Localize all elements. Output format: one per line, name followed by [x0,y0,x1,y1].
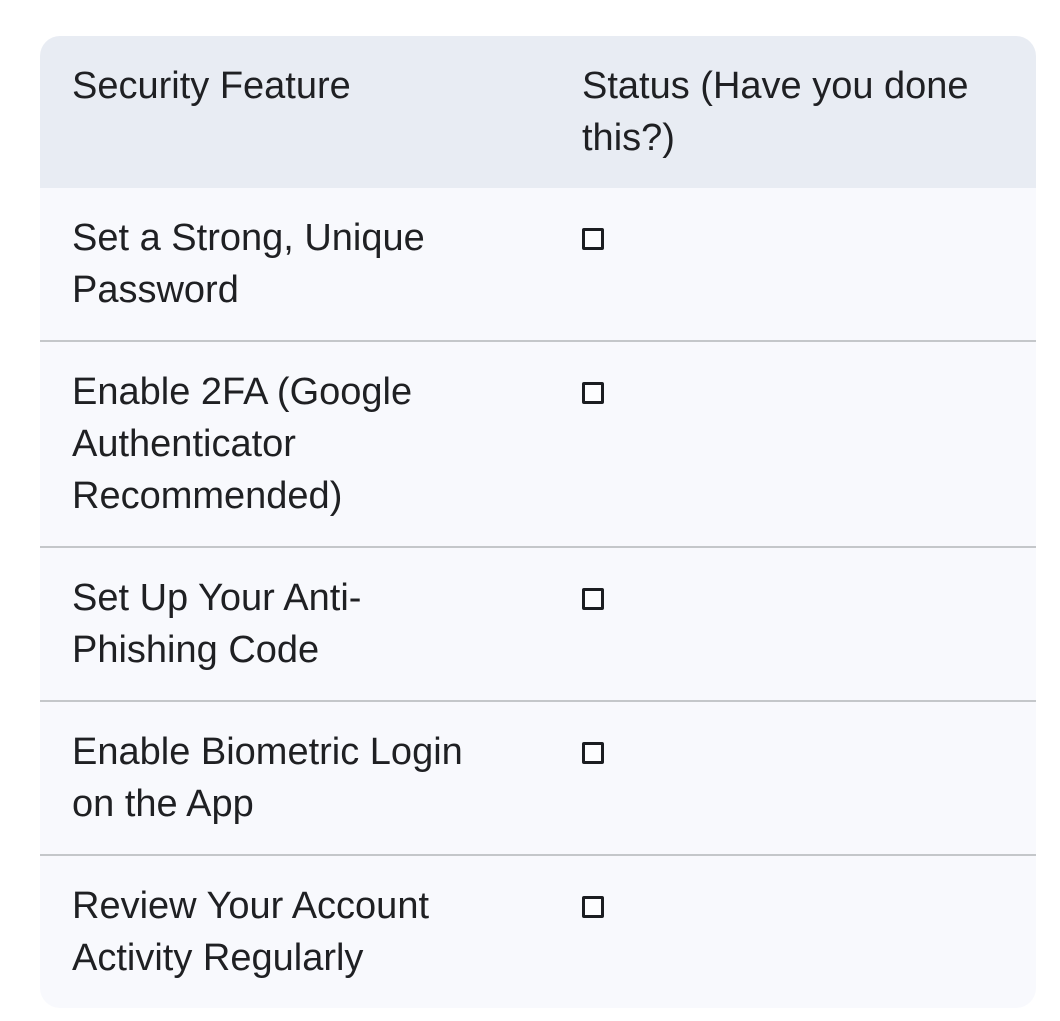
feature-label: Set a Strong, Unique Password [72,217,425,311]
status-checkbox[interactable] [582,228,604,250]
feature-cell [40,188,548,341]
status-checkbox[interactable] [582,588,604,610]
table-header-row [40,36,1036,188]
feature-label: Set Up Your Anti-Phishing Code [72,577,362,671]
column-header-status [548,36,1036,188]
feature-cell [40,341,548,547]
status-cell [548,341,1036,547]
table-row [40,855,1036,1008]
table-row [40,188,1036,341]
table-row [40,547,1036,701]
status-checkbox[interactable] [582,382,604,404]
feature-label: Review Your Account Activity Regularly [72,885,430,979]
security-checklist-table-container [40,36,1036,1008]
feature-label: Enable 2FA (Google Authenticator Recommended) [72,371,413,517]
feature-cell [40,547,548,701]
feature-cell [40,701,548,855]
status-cell [548,188,1036,341]
column-header-label: Status (Have you done this?) [582,65,969,159]
security-checklist-table [40,36,1036,1008]
table-row [40,701,1036,855]
feature-cell [40,855,548,1008]
status-checkbox[interactable] [582,742,604,764]
status-cell [548,701,1036,855]
status-cell [548,855,1036,1008]
status-checkbox[interactable] [582,896,604,918]
column-header-security-feature [40,36,548,188]
column-header-label: Security Feature [72,65,351,107]
feature-label: Enable Biometric Login on the App [72,731,463,825]
status-cell [548,547,1036,701]
table-row [40,341,1036,547]
